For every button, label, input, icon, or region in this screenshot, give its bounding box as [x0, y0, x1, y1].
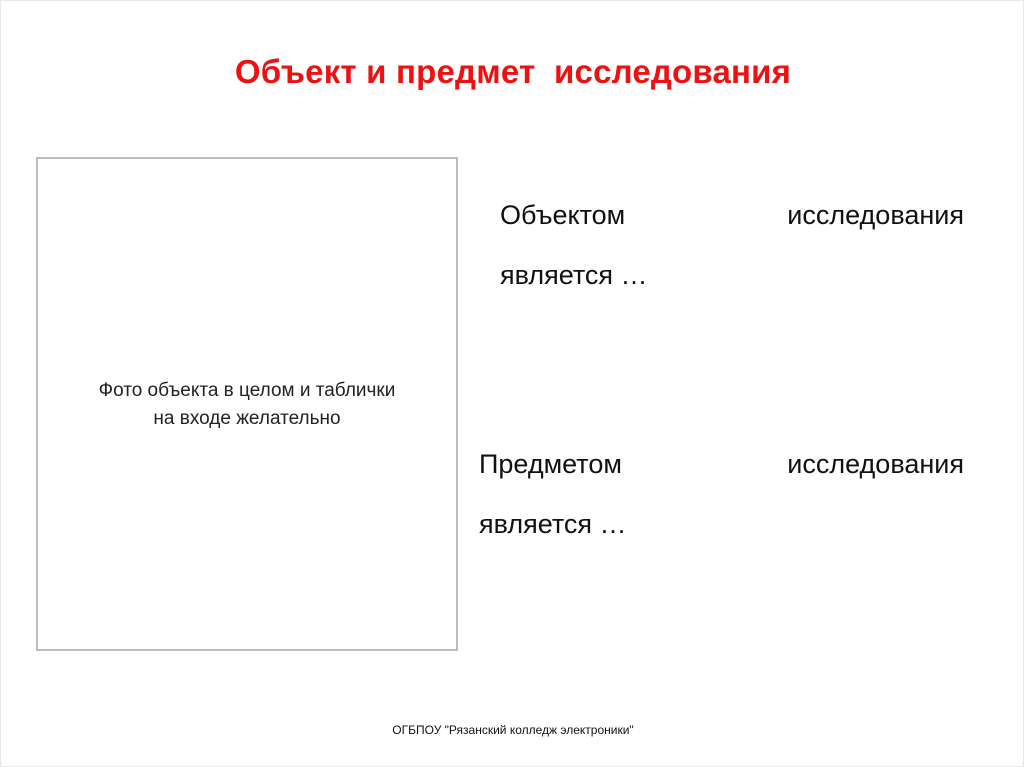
research-word: исследования [787, 449, 964, 479]
photo-placeholder-caption [38, 377, 456, 433]
subject-paragraph-line-2 [479, 494, 964, 554]
photo-caption-line-1: Фото объекта в целом и таблички [98, 380, 396, 401]
subject-paragraph-line-1 [479, 434, 964, 494]
subject-paragraph-ending: является … [479, 509, 627, 539]
object-paragraph-line-2 [500, 245, 964, 305]
footer-institution: ОГБПОУ "Рязанский колледж электроники" [392, 723, 634, 737]
photo-caption-line-2: на входе желательно [153, 408, 341, 429]
object-paragraph-ending: является … [500, 260, 648, 290]
subject-word: Предметом [479, 449, 622, 479]
photo-placeholder-box [36, 157, 458, 651]
object-paragraph-line-1 [500, 185, 964, 245]
research-word: исследования [787, 200, 964, 230]
subject-paragraph [479, 434, 964, 554]
slide-title: Объект и предмет исследования [234, 53, 792, 90]
object-word: Объектом [500, 200, 626, 230]
object-paragraph [500, 185, 964, 305]
